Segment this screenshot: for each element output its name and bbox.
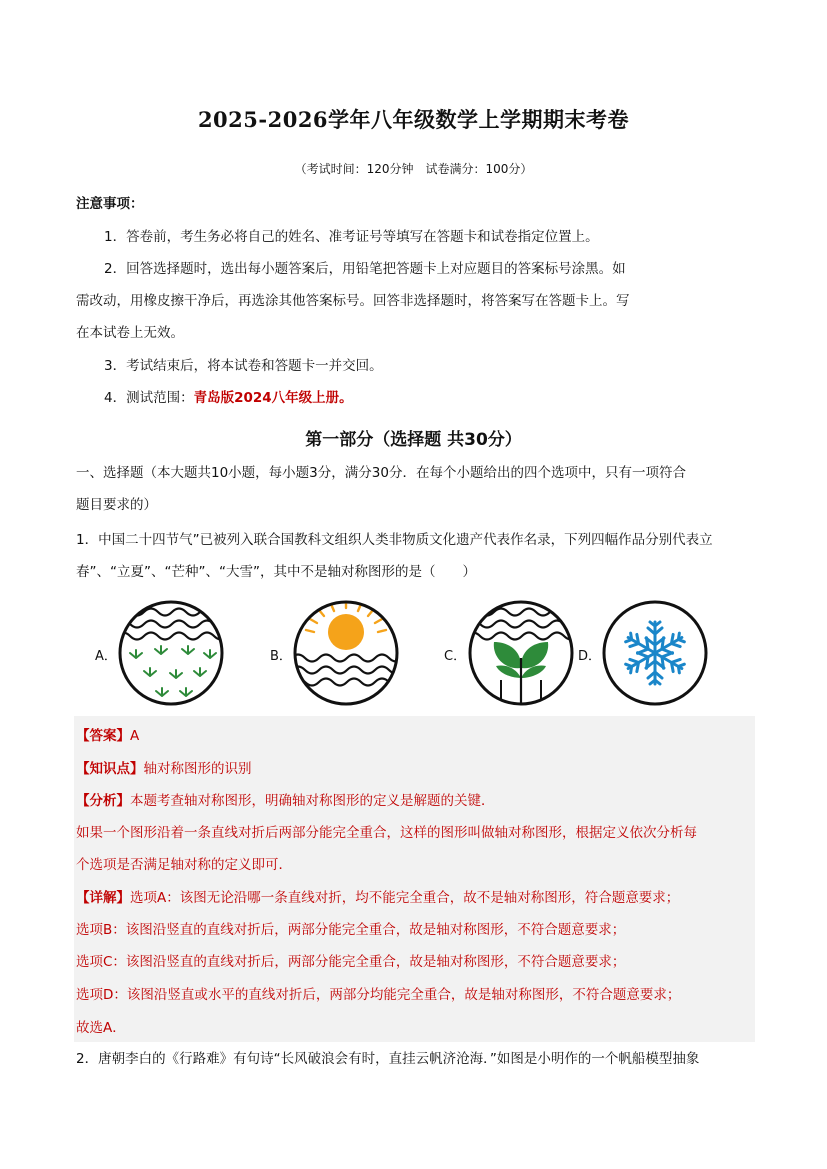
option-d-label: D． bbox=[578, 649, 602, 664]
notice-item-4 bbox=[104, 388, 353, 408]
test-range: 青岛版2024八年级上册。 bbox=[193, 390, 353, 406]
notice-item-1: 1．答卷前，考生务必将自己的姓名、准考证号等填写在答题卡和试卷指定位置上。 bbox=[104, 229, 599, 245]
notice-heading: 注意事项： bbox=[76, 196, 144, 212]
knowledge-tag: 【知识点】 bbox=[76, 761, 144, 777]
knowledge-line bbox=[76, 757, 252, 777]
analysis-line-3: 个选项是否满足轴对称的定义即可． bbox=[76, 857, 292, 873]
notice-item-2-end: 在本试卷上无效。 bbox=[76, 325, 184, 341]
section-title: 第一部分（选择题 共30分） bbox=[305, 430, 522, 450]
notice-item-3: 3．考试结束后，将本试卷和答题卡一并交回。 bbox=[104, 358, 383, 374]
notice-item-2: 2．回答选择题时，选出每小题答案后，用铅笔把答题卡上对应题目的答案标号涂黑。如 bbox=[104, 261, 626, 277]
question-1-line-2: 春”、“立夏”、“芒种”、“大雪”，其中不是轴对称图形的是（ ） bbox=[76, 564, 476, 580]
question-1-line-1: 1．中国二十四节气”已被列入联合国教科文组织人类非物质文化遗产代表作名录，下列四幅作品分别代表立 bbox=[76, 532, 713, 548]
analysis-line bbox=[76, 789, 495, 809]
option-a-label: A． bbox=[95, 649, 117, 664]
detail-conclusion: 故选A． bbox=[76, 1020, 126, 1036]
option-b-label: B． bbox=[270, 649, 292, 664]
detail-first: 选项A：该图无论沿哪一条直线对折，均不能完全重合，故不是轴对称图形，符合题意要求； bbox=[130, 890, 680, 906]
answer-value: A bbox=[130, 728, 140, 744]
analysis-tag: 【分析】 bbox=[76, 793, 130, 809]
detail-tag: 【详解】 bbox=[76, 890, 130, 906]
figure-a-lichun bbox=[116, 598, 226, 708]
question-2-line-1: 2．唐朝李白的《行路难》有句诗“长风破浪会有时，直挂云帆济沧海．”如图是小明作的一个帆船模型抽象 bbox=[76, 1051, 700, 1067]
figure-c-mangzhong bbox=[466, 598, 576, 708]
analysis-value: 本题考查轴对称图形，明确轴对称图形的定义是解题的关键． bbox=[130, 793, 495, 809]
answer-tag: 【答案】 bbox=[76, 728, 130, 744]
instructions-line-2: 题目要求的） bbox=[76, 497, 157, 513]
detail-line-d: 选项D：该图沿竖直或水平的直线对折后，两部分均能完全重合，故是轴对称图形，不符合题意要求； bbox=[76, 987, 681, 1003]
figure-b-lixia bbox=[291, 598, 401, 708]
instructions-line-1: 一、选择题（本大题共10小题，每小题3分，满分30分．在每个小题给出的四个选项中，只有一项符合 bbox=[76, 465, 686, 481]
detail-line-c: 选项C：该图沿竖直的直线对折后，两部分能完全重合，故是轴对称图形，不符合题意要求； bbox=[76, 954, 626, 970]
option-c-label: C． bbox=[444, 649, 467, 664]
answer-line bbox=[76, 724, 139, 744]
page-title: 2025-2026学年八年级数学上学期期末考卷 bbox=[197, 107, 630, 132]
figure-d-daxue bbox=[600, 598, 710, 708]
detail-line bbox=[76, 886, 679, 906]
exam-info: （考试时间：120分钟 试卷满分：100分） bbox=[294, 162, 533, 176]
analysis-line-2: 如果一个图形沿着一条直线对折后两部分能完全重合，这样的图形叫做轴对称图形，根据定义依次分析每 bbox=[76, 825, 697, 841]
notice-item-4-prefix: 4．测试范围： bbox=[104, 390, 194, 406]
knowledge-value: 轴对称图形的识别 bbox=[143, 761, 252, 777]
notice-item-2-cont: 需改动，用橡皮擦干净后，再选涂其他答案标号。回答非选择题时，将答案写在答题卡上。写 bbox=[76, 293, 630, 309]
detail-line-b: 选项B：该图沿竖直的直线对折后，两部分能完全重合，故是轴对称图形，不符合题意要求； bbox=[76, 922, 626, 938]
